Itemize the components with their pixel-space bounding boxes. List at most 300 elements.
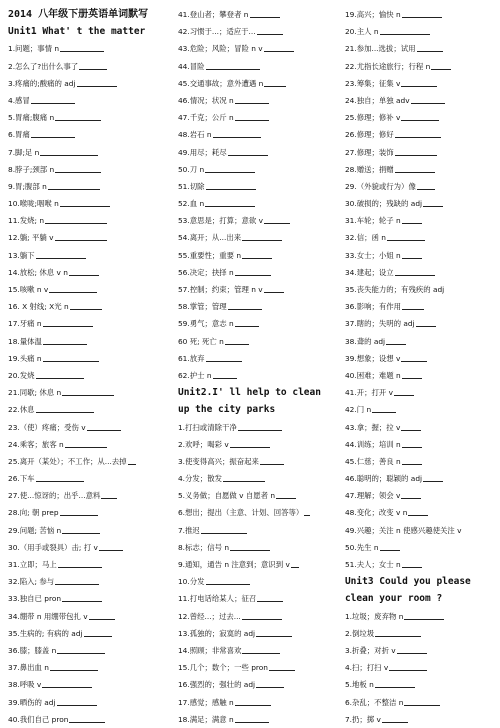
answer-blank[interactable] <box>401 111 439 121</box>
answer-blank[interactable] <box>423 472 443 482</box>
answer-blank[interactable] <box>43 317 93 327</box>
vocab-entry <box>345 453 496 470</box>
entry-prompt: 7.脚;足 n <box>8 147 40 157</box>
answer-blank[interactable] <box>402 214 422 224</box>
vocab-entry <box>8 264 170 281</box>
vocab-entry <box>178 350 337 367</box>
answer-blank[interactable] <box>382 713 408 723</box>
answer-blank[interactable] <box>225 335 249 345</box>
entry-prompt: 47.千克；公斤 n <box>177 113 234 123</box>
vocab-entry <box>8 539 170 556</box>
entry-prompt: 20.主人 n <box>344 27 379 37</box>
answer-blank[interactable] <box>386 335 406 345</box>
entry-prompt: 26.修理；修好 <box>344 130 394 140</box>
vocab-entry <box>178 436 337 453</box>
vocab-entry <box>178 539 337 556</box>
entry-prompt: 6.杂乱；不整洁 n <box>344 697 404 707</box>
answer-blank[interactable] <box>84 627 112 637</box>
vocab-entry <box>178 229 337 246</box>
vocab-entry <box>8 298 170 315</box>
entry-prompt: 52.血 n <box>177 199 205 209</box>
vocab-entry <box>178 504 337 521</box>
entry-prompt: 38.呼吸 v <box>8 680 42 690</box>
vocab-entry <box>178 556 337 573</box>
entry-prompt: 30.破损的；残缺的 adj <box>344 199 423 209</box>
entry-prompt: 43.拿；握；拉 v <box>344 422 401 432</box>
entry-prompt: 50.刀 n <box>177 164 205 174</box>
vocab-entry <box>178 109 337 126</box>
answer-blank[interactable] <box>380 25 430 35</box>
answer-blank[interactable] <box>242 249 272 259</box>
answer-blank[interactable] <box>128 455 136 465</box>
entry-prompt: 51.夫人；女士 n <box>344 560 401 569</box>
entry-prompt: 48.岩石 n <box>177 130 212 140</box>
entry-prompt: 4.分发；散发 <box>177 474 222 484</box>
vocab-entry <box>345 539 496 556</box>
vocab-entry <box>178 419 337 436</box>
entry-prompt: 1.垃圾；废弃物 n <box>344 611 404 621</box>
entry-prompt: 41.登山者；攀登者 n <box>177 10 249 19</box>
answer-blank[interactable] <box>235 111 269 121</box>
answer-blank[interactable] <box>36 369 84 379</box>
vocab-entry <box>178 470 337 487</box>
entry-prompt: 20.发烧 <box>8 370 35 380</box>
vocab-entry <box>178 487 337 504</box>
answer-blank[interactable] <box>228 146 268 156</box>
answer-blank[interactable] <box>36 472 84 482</box>
answer-blank[interactable] <box>372 403 396 413</box>
entry-prompt: 56.决定；抉择 n <box>177 267 234 277</box>
answer-blank[interactable] <box>223 472 265 482</box>
entry-prompt: 13.躺下 <box>8 250 35 260</box>
vocab-entry <box>345 659 496 676</box>
entry-prompt: 33.独自已 pron <box>8 594 62 604</box>
entry-prompt: 12.曾经...；过去... <box>177 611 241 621</box>
answer-blank[interactable] <box>260 455 284 465</box>
vocab-entry <box>178 694 337 711</box>
answer-blank[interactable] <box>401 77 437 87</box>
vocab-entry <box>345 487 496 504</box>
answer-blank[interactable] <box>242 610 282 620</box>
entry-prompt: 1.打扫或清除干净 <box>177 422 237 432</box>
answer-blank[interactable] <box>401 421 421 431</box>
answer-blank[interactable] <box>79 60 107 70</box>
vocab-entry <box>178 333 337 350</box>
entry-prompt: 60 死; 死亡 n <box>177 336 224 346</box>
entry-prompt: 45.仁慈；善良 n <box>344 456 401 466</box>
vocab-entry <box>345 401 496 418</box>
answer-blank[interactable] <box>49 283 97 293</box>
vocab-entry <box>8 625 170 642</box>
vocab-entry <box>8 453 170 470</box>
answer-blank[interactable] <box>45 214 107 224</box>
entry-prompt: 46.情况；状况 n <box>177 95 234 105</box>
answer-blank[interactable] <box>291 558 299 568</box>
answer-blank[interactable] <box>60 42 104 52</box>
vocab-entry <box>345 522 496 539</box>
answer-blank[interactable] <box>408 506 428 516</box>
answer-blank[interactable] <box>40 146 98 156</box>
vocab-entry <box>345 315 496 332</box>
vocab-entry <box>8 694 170 711</box>
answer-blank[interactable] <box>264 283 284 293</box>
answer-blank[interactable] <box>62 386 114 396</box>
entry-prompt: 18.量体温 <box>8 336 42 346</box>
entry-prompt: 18.满足；满意 n <box>177 714 234 724</box>
answer-blank[interactable] <box>206 60 260 70</box>
vocab-entry <box>178 6 337 23</box>
answer-blank[interactable] <box>402 249 422 259</box>
entry-prompt: 2.欢呼；喝彩 v <box>177 439 229 449</box>
vocab-entry <box>345 642 496 659</box>
vocab-entry <box>345 556 496 573</box>
answer-blank[interactable] <box>55 111 101 121</box>
entry-prompt: 25.离开（某处）；不工作；从...去掉 <box>8 456 127 466</box>
answer-blank[interactable] <box>238 421 282 431</box>
answer-blank[interactable] <box>206 180 256 190</box>
entry-prompt: 27.使...惊讶的；出乎...意料 <box>8 491 101 501</box>
answer-blank[interactable] <box>58 558 102 568</box>
unit1-entry-list <box>8 40 170 728</box>
answer-blank[interactable] <box>230 541 270 551</box>
answer-blank[interactable] <box>48 180 100 190</box>
answer-blank[interactable] <box>60 506 98 516</box>
entry-prompt: 45.交通事故；意外遭遇 n <box>177 78 264 88</box>
column-middle <box>177 6 337 724</box>
answer-blank[interactable] <box>304 506 310 516</box>
entry-prompt: 8.脖子;颈部 n <box>8 164 55 174</box>
vocab-entry <box>345 92 496 109</box>
answer-blank[interactable] <box>101 489 117 499</box>
vocab-entry <box>8 711 170 728</box>
vocab-entry <box>345 608 496 625</box>
answer-blank[interactable] <box>201 524 247 534</box>
vocab-entry <box>178 573 337 590</box>
vocab-entry <box>345 470 496 487</box>
entry-prompt: 6.胃痛 <box>8 130 30 140</box>
answer-blank[interactable] <box>394 386 414 396</box>
entry-prompt: 31.立即；马上 <box>8 560 57 570</box>
vocab-entry <box>345 384 496 401</box>
answer-blank[interactable] <box>55 231 107 241</box>
answer-blank[interactable] <box>256 678 284 688</box>
answer-blank[interactable] <box>264 214 290 224</box>
vocab-entry <box>178 590 337 607</box>
entry-prompt: 46.聪明的；聪颖的 adj <box>344 474 423 484</box>
answer-blank[interactable] <box>417 42 443 52</box>
answer-blank[interactable] <box>43 335 87 345</box>
entry-prompt: 28.向; 朝 prep <box>8 508 59 518</box>
entry-prompt: 51.切除 <box>177 181 205 191</box>
vocab-entry <box>8 40 170 57</box>
vocab-entry <box>8 126 170 143</box>
answer-blank[interactable] <box>431 60 451 70</box>
answer-blank[interactable] <box>69 713 105 723</box>
answer-blank[interactable] <box>395 128 441 138</box>
entry-prompt: 12.躺; 平躺 v <box>8 233 54 243</box>
answer-blank[interactable] <box>397 644 427 654</box>
answer-blank[interactable] <box>395 146 437 156</box>
answer-blank[interactable] <box>62 524 100 534</box>
vocab-entry <box>178 75 337 92</box>
answer-blank[interactable] <box>77 77 117 87</box>
vocab-entry <box>8 58 170 75</box>
entry-prompt: 17.牙痛 n <box>8 319 42 329</box>
answer-blank[interactable] <box>205 163 255 173</box>
answer-blank[interactable] <box>87 421 121 431</box>
entry-prompt: 25.修理；修补 v <box>344 113 401 123</box>
answer-blank[interactable] <box>416 317 436 327</box>
vocab-entry <box>8 247 170 264</box>
answer-blank[interactable] <box>250 8 280 18</box>
entry-prompt: 7.推迟 <box>177 525 200 535</box>
entry-prompt: 17.感觉；感触 n <box>177 697 234 707</box>
vocab-entry <box>8 212 170 229</box>
vocab-entry <box>178 264 337 281</box>
answer-blank[interactable] <box>206 352 242 362</box>
entry-prompt: 10.喉咙;咽喉 n <box>8 199 59 209</box>
entry-prompt: 22.尤指长途旅行；行程 n <box>344 61 431 71</box>
entry-prompt: 3.使变得高兴；振奋起来 <box>177 456 259 466</box>
answer-blank[interactable] <box>402 438 422 448</box>
answer-blank[interactable] <box>402 369 422 379</box>
entry-prompt: 15.几个；数个；一些 pron <box>177 663 268 673</box>
answer-blank[interactable] <box>375 627 421 637</box>
entry-prompt: 11.发烧; n <box>8 216 45 226</box>
vocab-entry <box>345 694 496 711</box>
answer-blank[interactable] <box>276 489 296 499</box>
answer-blank[interactable] <box>402 455 422 465</box>
column-left <box>8 6 170 724</box>
entry-prompt: 15.咳嗽 n v <box>8 285 49 295</box>
entry-prompt: 11.打电话给某人；征召 <box>177 594 257 604</box>
answer-blank[interactable] <box>404 610 444 620</box>
answer-blank[interactable] <box>401 352 427 362</box>
answer-blank[interactable] <box>264 42 294 52</box>
entry-prompt: 1.问题；事情 n <box>8 44 60 54</box>
entry-prompt: 54.离开；从...出来 <box>177 233 242 243</box>
vocab-entry <box>8 195 170 212</box>
entry-prompt: 2.怎么了?出什么事了 <box>8 61 79 71</box>
vocab-entry <box>8 144 170 161</box>
answer-blank[interactable] <box>31 128 75 138</box>
answer-blank[interactable] <box>269 661 295 671</box>
entry-prompt: 42.习惯于...；适应于... <box>177 27 256 37</box>
answer-blank[interactable] <box>36 249 86 259</box>
vocab-entry <box>345 212 496 229</box>
answer-blank[interactable] <box>257 25 283 35</box>
answer-blank[interactable] <box>36 403 94 413</box>
vocab-entry <box>178 212 337 229</box>
worksheet-title: 2014 八年级下册英语单词默写 <box>8 9 149 20</box>
answer-blank[interactable] <box>389 661 427 671</box>
answer-blank[interactable] <box>65 438 107 448</box>
answer-blank[interactable] <box>395 266 435 276</box>
entry-prompt: 61.放弃 <box>177 353 205 363</box>
answer-blank[interactable] <box>242 644 280 654</box>
entry-prompt: 36.膝；膝盖 n <box>8 645 57 655</box>
answer-blank[interactable] <box>411 94 445 104</box>
answer-blank[interactable] <box>230 438 270 448</box>
answer-blank[interactable] <box>380 541 400 551</box>
answer-blank[interactable] <box>60 197 110 207</box>
answer-blank[interactable] <box>417 180 435 190</box>
entry-prompt: 4.感冒 <box>8 95 30 105</box>
entry-prompt: 24.独自；单独 adv <box>344 95 410 105</box>
vocab-entry <box>8 608 170 625</box>
vocab-entry <box>8 333 170 350</box>
vocab-entry <box>8 367 170 384</box>
answer-blank[interactable] <box>62 592 102 602</box>
entry-prompt: 5.义务做；自愿做 v 自愿者 n <box>177 491 276 501</box>
vocab-entry <box>345 109 496 126</box>
answer-blank[interactable] <box>69 266 99 276</box>
entry-prompt: 14.放松; 休息 v n <box>8 267 68 277</box>
vocab-entry <box>8 178 170 195</box>
answer-blank[interactable] <box>264 77 286 87</box>
vocab-entry <box>345 40 496 57</box>
vocab-entry <box>8 522 170 539</box>
vocab-entry <box>178 144 337 161</box>
entry-prompt: 16.强烈的；强壮的 adj <box>177 680 256 690</box>
vocab-entry <box>345 6 496 23</box>
answer-blank[interactable] <box>55 163 101 173</box>
entry-prompt: 50.先生 n <box>344 542 379 552</box>
vocab-entry <box>178 522 337 539</box>
vocab-entry <box>178 367 337 384</box>
entry-prompt: 40.我们自己 pron <box>8 714 69 724</box>
entry-prompt: 23.（使）疼痛；受伤 v <box>8 422 86 432</box>
unit2-heading: Unit2.I' ll help to clean up the city parks <box>177 387 321 416</box>
answer-blank[interactable] <box>387 231 425 241</box>
answer-blank[interactable] <box>402 558 422 568</box>
answer-blank[interactable] <box>423 197 443 207</box>
vocab-entry <box>8 75 170 92</box>
entry-prompt: 28.赠送；捐赠 <box>344 164 394 174</box>
entry-prompt: 16. X 射线; X光 n <box>8 302 69 312</box>
entry-prompt: 62.护士 n <box>177 370 212 380</box>
unit2-entry-list <box>178 419 337 728</box>
entry-prompt: 32.信；函 n <box>344 233 386 243</box>
answer-blank[interactable] <box>402 300 424 310</box>
answer-blank[interactable] <box>57 696 97 706</box>
entry-prompt: 58.掌管；管理 <box>177 302 227 312</box>
answer-blank[interactable] <box>50 661 98 671</box>
vocab-entry <box>8 109 170 126</box>
vocab-entry <box>345 75 496 92</box>
entry-prompt: 7.扔；掷 v <box>344 714 381 724</box>
answer-blank[interactable] <box>401 489 421 499</box>
vocab-entry <box>178 711 337 728</box>
answer-blank[interactable] <box>57 644 105 654</box>
entry-prompt: 19.头痛 n <box>8 353 42 363</box>
answer-blank[interactable] <box>206 575 250 585</box>
vocab-entry <box>178 281 337 298</box>
entry-prompt: 32.陷入; 参与 <box>8 577 55 587</box>
vocab-entry <box>8 92 170 109</box>
answer-blank[interactable] <box>235 696 271 706</box>
entry-prompt: 27.修理；装饰 <box>344 147 394 157</box>
answer-blank[interactable] <box>213 128 261 138</box>
answer-blank[interactable] <box>99 541 123 551</box>
entry-prompt: 3.折叠；对折 v <box>344 645 396 655</box>
vocab-entry <box>8 384 170 401</box>
vocab-entry <box>178 40 337 57</box>
entry-prompt: 40.困难；难题 n <box>344 370 401 380</box>
entry-prompt: 43.危险；风险；冒险 n v <box>177 44 263 54</box>
answer-blank[interactable] <box>235 94 269 104</box>
vocab-entry <box>178 298 337 315</box>
vocab-entry <box>345 298 496 315</box>
vocab-entry <box>178 642 337 659</box>
answer-blank[interactable] <box>235 713 269 723</box>
answer-blank[interactable] <box>42 678 92 688</box>
vocab-entry <box>178 676 337 693</box>
vocab-entry <box>8 315 170 332</box>
vocab-entry <box>8 659 170 676</box>
vocab-entry <box>178 92 337 109</box>
answer-blank[interactable] <box>235 317 259 327</box>
vocab-entry <box>8 676 170 693</box>
column-right <box>344 6 496 724</box>
answer-blank[interactable] <box>31 94 75 104</box>
entry-prompt: 39.想象；设想 v <box>344 353 401 363</box>
entry-prompt: 29.问题; 苦恼 n <box>8 525 62 535</box>
answer-blank[interactable] <box>395 163 435 173</box>
answer-blank[interactable] <box>70 300 102 310</box>
answer-blank[interactable] <box>213 369 237 379</box>
vocab-entry <box>8 281 170 298</box>
vocab-entry <box>345 367 496 384</box>
answer-blank[interactable] <box>43 352 99 362</box>
answer-blank[interactable] <box>205 197 255 207</box>
unit2-entry-list-continued <box>345 6 496 573</box>
answer-blank[interactable] <box>256 627 292 637</box>
entry-prompt: 49.兴趣；关注 n 使感兴趣使关注 v <box>344 525 462 535</box>
vocab-entry <box>345 333 496 350</box>
answer-blank[interactable] <box>402 8 442 18</box>
answer-blank[interactable] <box>257 592 283 602</box>
vocab-entry <box>8 556 170 573</box>
vocab-entry <box>178 608 337 625</box>
answer-blank[interactable] <box>55 575 99 585</box>
unit1-entry-list-continued <box>178 6 337 384</box>
answer-blank[interactable] <box>228 300 262 310</box>
answer-blank[interactable] <box>375 678 415 688</box>
entry-prompt: 9.通知，通告 n 注意到；意识到 v <box>177 560 290 570</box>
entry-prompt: 53.意思是；打算；意欲 v <box>177 216 263 226</box>
entry-prompt: 57.控制；约束；管理 n v <box>177 285 263 294</box>
vocab-entry <box>345 350 496 367</box>
vocab-entry <box>8 573 170 590</box>
entry-prompt: 31.车轮；轮子 n <box>344 216 401 226</box>
answer-blank[interactable] <box>235 266 271 276</box>
vocab-entry <box>345 247 496 264</box>
vocab-entry <box>8 642 170 659</box>
answer-blank[interactable] <box>89 610 115 620</box>
entry-prompt: 37.瞎的；失明的 adj <box>344 319 415 329</box>
entry-prompt: 14.照顾；非常喜欢 <box>177 645 242 655</box>
vocab-entry <box>178 659 337 676</box>
entry-prompt: 5.地板 n <box>344 680 374 690</box>
unit3-heading: Unit3 Could you please clean your room ? <box>344 576 471 605</box>
answer-blank[interactable] <box>242 231 282 241</box>
entry-prompt: 9.胃;腹部 n <box>8 181 47 191</box>
entry-prompt: 49.用尽；耗尽 <box>177 147 227 157</box>
unit3-entry-list <box>345 608 496 728</box>
entry-prompt: 42.门 n <box>344 405 372 415</box>
answer-blank[interactable] <box>404 696 440 706</box>
